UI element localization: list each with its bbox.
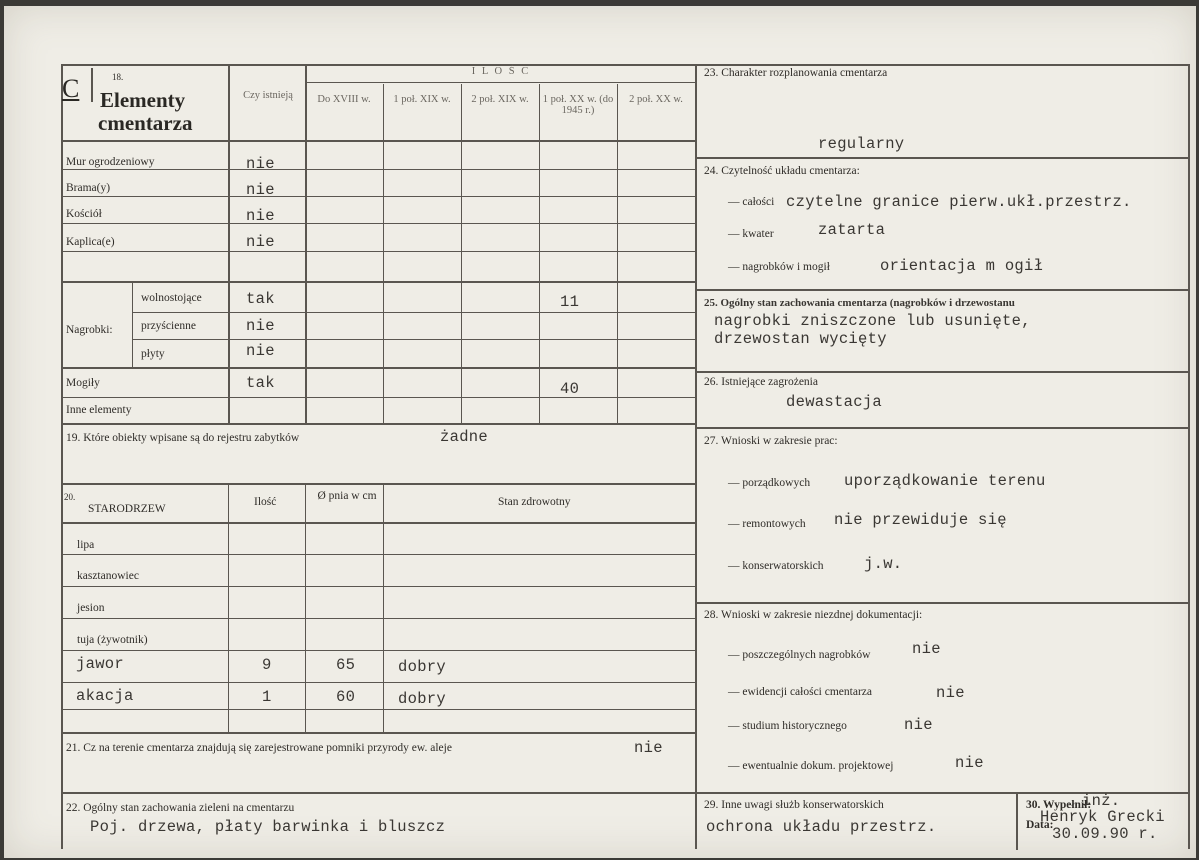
q28-item3-value: nie [904, 716, 933, 734]
q24-item3-value: orientacja m ogił [880, 257, 1044, 275]
q20-number: 20. [64, 492, 76, 502]
tree-name: lipa [77, 539, 95, 551]
section-number: 18. [112, 72, 124, 82]
ilosc-underline [305, 82, 697, 83]
q21-bottom-line [61, 792, 697, 794]
q28-item2-value: nie [936, 684, 965, 702]
label-brama: Brama(y) [66, 182, 111, 194]
tree-row-line [61, 682, 697, 683]
label-mur: Mur ogrodzeniowy [66, 156, 155, 168]
tree-name: jawor [76, 655, 125, 673]
q19-value: żadne [440, 428, 489, 446]
q28-item2-label: — ewidencji całości cmentarza [728, 686, 872, 698]
border-top-right [695, 64, 1190, 66]
q19-label: 19. Które obiekty wpisane są do rejestru zabytków [66, 432, 300, 444]
q30-date: 30.09.90 r. [1052, 825, 1158, 843]
q30-name1: inż. [1082, 792, 1121, 810]
q25-bottom-line [695, 371, 1190, 373]
tree-diameter: 60 [336, 688, 356, 706]
q29-label: 29. Inne uwagi służb konserwatorskich [704, 799, 884, 811]
value-kosciol: nie [246, 207, 275, 225]
tree-row-line [61, 618, 697, 619]
value-wolnostojace: tak [246, 290, 275, 308]
q24-item1-label: — całości [728, 196, 775, 208]
tree-name: akacja [76, 687, 134, 705]
q23-value: regularny [818, 135, 905, 153]
q21-label: 21. Cz na terenie cmentarza znajdują się zarejestrowane pomniki przyrody ew. aleje [66, 742, 452, 754]
q20-header-tree: STARODRZEW [88, 503, 166, 515]
row-line [132, 339, 697, 340]
tree-health: dobry [398, 690, 447, 708]
col-line-p3 [461, 84, 462, 424]
form-sheet [4, 6, 1196, 858]
q20-header-diam: Ø pnia w cm [317, 490, 377, 502]
q27-bottom-line [695, 602, 1190, 604]
q20-header-line [61, 522, 697, 524]
q26-value: dewastacja [786, 393, 883, 411]
border-right [1188, 64, 1190, 849]
q24-bottom-line [695, 289, 1190, 291]
section-letter: C [62, 74, 80, 103]
period-header: 1 poł. XIX w. [393, 94, 451, 105]
q20-header-health: Stan zdrowotny [498, 496, 571, 508]
q19-bottom-line [61, 483, 697, 485]
tree-name: kasztanowiec [77, 570, 139, 582]
period-header: 2 poł. XIX w. [471, 94, 529, 105]
q28-item4-value: nie [955, 754, 984, 772]
row-line [61, 367, 697, 369]
q23-bottom-line [695, 157, 1190, 159]
q24-item2-value: zatarta [818, 221, 886, 239]
row-line [61, 196, 697, 197]
row-line [61, 169, 697, 170]
period-header: 1 poł. XX w. (do 1945 r.) [542, 94, 614, 116]
value-mogily: tak [246, 374, 275, 392]
period-header: Do XVIII w. [317, 94, 371, 105]
label-inne: Inne elementy [66, 404, 132, 416]
q20-header-count: Ilość [254, 496, 277, 508]
tree-diameter: 65 [336, 656, 356, 674]
q27-label: 27. Wnioski w zakresie prac: [704, 435, 838, 447]
label-wolnostojace: wolnostojące [141, 292, 202, 304]
col-header-exists: Czy istnieją [243, 90, 293, 101]
tree-row-line [61, 650, 697, 651]
q27-item3-value: j.w. [864, 555, 903, 573]
label-kosciol: Kościół [66, 208, 102, 220]
tree-row-line [61, 709, 697, 710]
q28-item1-label: — poszczególnych nagrobków [728, 649, 871, 661]
header-bottom-line [61, 140, 697, 142]
q23-label: 23. Charakter rozplanowania cmentarza [704, 67, 888, 79]
label-nagrobki: Nagrobki: [66, 324, 113, 336]
q22-value: Poj. drzewa, płaty barwinka i bluszcz [90, 818, 446, 836]
count-wolnostojace: 11 [560, 293, 580, 311]
title-line2: cmentarza [98, 111, 193, 135]
section-letter-divider [91, 68, 93, 102]
q25-value1: nagrobki zniszczone lub usunięte, [714, 312, 1031, 330]
q20-bottom-line [61, 732, 697, 734]
q27-item1-label: — porządkowych [728, 477, 811, 489]
label-przyscienne: przyścienne [141, 320, 196, 332]
value-przyscienne: nie [246, 317, 275, 335]
q28-item4-label: — ewentualnie dokum. projektowej [728, 760, 894, 772]
value-plyty: nie [246, 342, 275, 360]
q30-label-date: Data: [1026, 819, 1054, 831]
q25-value2: drzewostan wycięty [714, 330, 887, 348]
row-line [61, 251, 697, 252]
q24-label: 24. Czytelność układu cmentarza: [704, 165, 860, 177]
col-line-p5 [617, 84, 618, 424]
q29-value: ochrona układu przestrz. [706, 818, 937, 836]
label-kaplica: Kaplica(e) [66, 236, 115, 248]
tree-row-line [61, 554, 697, 555]
q28-item1-value: nie [912, 640, 941, 658]
q24-item3-label: — nagrobków i mogił [728, 261, 830, 273]
row-line [61, 223, 697, 224]
table-bottom-line [61, 423, 697, 425]
q30-divider [1016, 794, 1018, 850]
q28-label: 28. Wnioski w zakresie niezdnej dokumentacji: [704, 609, 923, 621]
nagrobki-divider [132, 281, 133, 367]
q27-item2-value: nie przewiduje się [834, 511, 1007, 529]
count-mogily: 40 [560, 380, 580, 398]
q22-label: 22. Ogólny stan zachowania zieleni na cmentarzu [66, 802, 295, 814]
q24-item2-label: — kwater [728, 228, 774, 240]
q28-item3-label: — studium historycznego [728, 720, 847, 732]
tree-count: 9 [262, 656, 272, 674]
q24-item1-value: czytelne granice pierw.ukł.przestrz. [786, 193, 1132, 211]
tree-name: tuja (żywotnik) [77, 634, 148, 646]
q27-item3-label: — konserwatorskich [728, 560, 824, 572]
tree-health: dobry [398, 658, 447, 676]
q30-name2: Henryk Grecki [1040, 808, 1165, 826]
q25-label: 25. Ogólny stan zachowania cmentarza (nagrobków i drzewostanu [704, 297, 1015, 309]
row-line [61, 281, 697, 283]
label-plyty: płyty [141, 348, 165, 360]
value-kaplica: nie [246, 233, 275, 251]
q27-item1-value: uporządkowanie terenu [844, 472, 1046, 490]
col-line-p2 [383, 84, 384, 424]
col-header-ilosc: I L O Ś C [471, 66, 531, 77]
period-header: 2 poł. XX w. [629, 94, 683, 105]
label-mogily: Mogiły [66, 377, 100, 389]
value-brama: nie [246, 181, 275, 199]
row-line [132, 312, 697, 313]
row-line [61, 397, 697, 398]
tree-row-line [61, 586, 697, 587]
q26-label: 26. Istniejące zagrożenia [704, 376, 818, 388]
col-line-p4 [539, 84, 540, 424]
title-line1: Elementy [100, 88, 186, 112]
tree-name: jesion [77, 602, 105, 614]
value-mur: nie [246, 155, 275, 173]
col-line-p1 [305, 64, 307, 424]
q27-item2-label: — remontowych [728, 518, 806, 530]
col-line-exists [228, 64, 230, 424]
tree-count: 1 [262, 688, 272, 706]
q21-value: nie [634, 739, 663, 757]
q30-label: 30. Wypełnił: [1026, 799, 1092, 811]
q26-bottom-line [695, 427, 1190, 429]
